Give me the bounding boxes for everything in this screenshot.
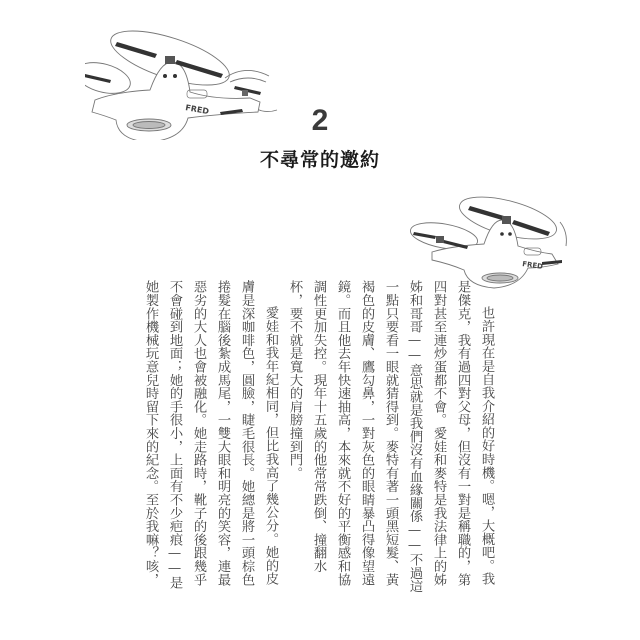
- text-column: 惡劣的大人也會被融化。她走路時，靴子的後跟幾乎: [191, 280, 206, 586]
- text-column: 是傑克，我有過四對父母，但沒有一對是稱職的，第: [455, 280, 470, 586]
- text-column: 膚是深咖啡色，圓臉，睫毛很長。她總是將一頭棕色: [239, 280, 254, 586]
- text-column: 調性更加失控。現年十五歲的他常常跌倒、撞翻水: [311, 280, 326, 573]
- svg-text:FRED: FRED: [184, 103, 210, 117]
- text-column: 不會碰到地面；她的手很小，上面有不少疤痕——是: [167, 280, 182, 590]
- chapter-title: 不尋常的邀約: [259, 149, 380, 171]
- drone-illustration-icon: [410, 192, 570, 292]
- text-column: 捲髮在腦後紮成馬尾，一雙大眼和明亮的笑容，連最: [215, 280, 230, 586]
- svg-text:FRED: FRED: [521, 260, 544, 271]
- text-column: 四對甚至連炒蛋都不會。愛娃和麥特是我法律上的姊: [431, 280, 446, 586]
- body-text: [138, 280, 498, 593]
- text-column: 褐色的皮膚、鷹勾鼻，一對灰色的眼睛暴凸得像望遠: [359, 280, 374, 586]
- text-column: 鏡。而且他去年快速抽高，本來就不好的平衡感和協: [335, 280, 350, 586]
- text-column: 姊和哥哥——意思就是我們沒有血緣關係——不過這: [407, 280, 422, 593]
- text-column: 她製作機械玩意兒時留下來的紀念。至於我嘛？咳，: [143, 280, 158, 586]
- text-column: 也許現在是自我介紹的好時機。嗯，大概吧。我: [479, 306, 494, 586]
- text-column: 一點只要看一眼就猜得到。麥特有著一頭黑短髮、黃: [383, 280, 398, 586]
- chapter-number: 2: [311, 104, 329, 137]
- text-column: 杯，要不就是寬大的肩膀撞到門。: [287, 280, 302, 480]
- text-column: 愛娃和我年紀相同，但比我高了幾公分。她的皮: [263, 306, 278, 586]
